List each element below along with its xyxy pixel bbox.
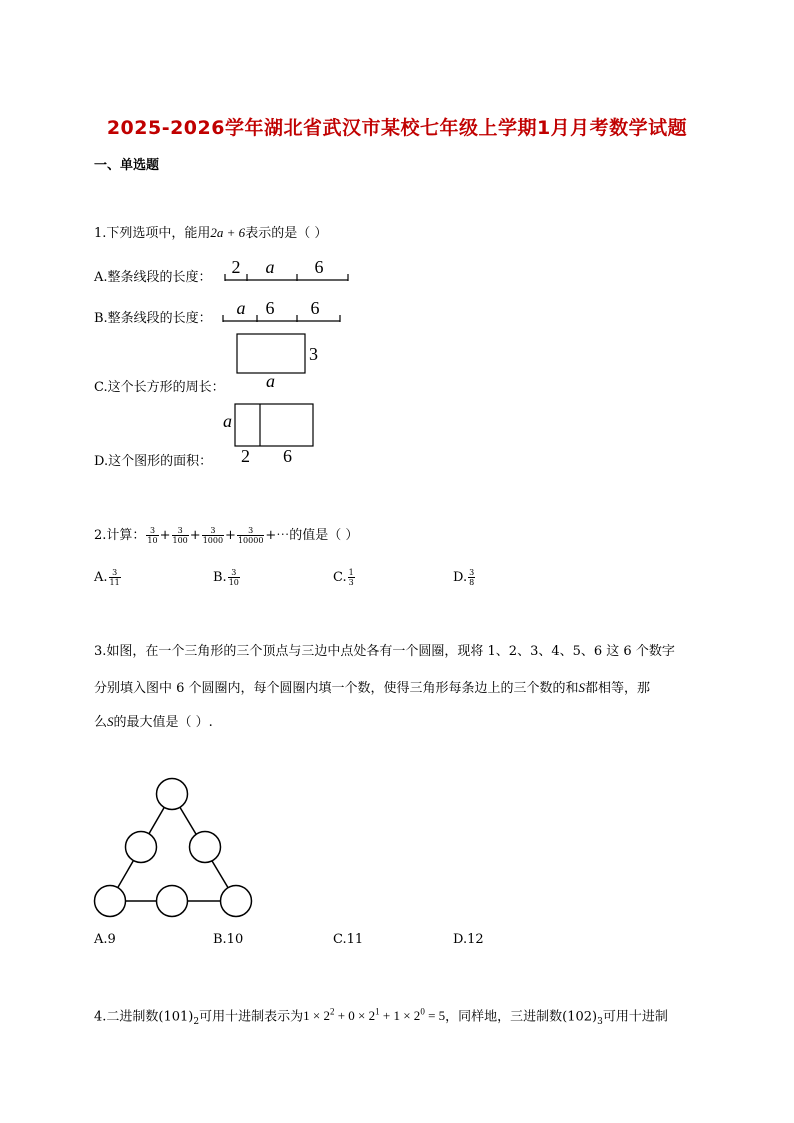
q1-option-c-label: C.这个长方形的周长： — [94, 380, 225, 395]
section-heading: 一、单选题 — [94, 158, 160, 173]
q1-suffix: 表示的是（ ） — [245, 226, 328, 241]
q2-prefix: 2.计算： — [94, 528, 146, 543]
circle-top — [157, 779, 188, 810]
q1-option-b-segment-figure — [220, 296, 345, 328]
question-3-line-3: 么S的最大值是（ ）. — [94, 714, 213, 730]
question-3-line-1: 3.如图，在一个三角形的三个顶点与三边中点处各有一个圆圈，现将 1、2、3、4、5、6 这 6 个数字 — [94, 644, 675, 659]
circle-bottom-left — [95, 886, 126, 917]
q1-prefix: 1.下列选项中，能用 — [94, 226, 211, 241]
q2-fraction-1: $\frac{3}{10}$ — [147, 526, 158, 545]
q3-option-a: A.9 — [94, 932, 116, 947]
circle-bottom-mid — [157, 886, 188, 917]
q2-fraction-4: $\frac{3}{10000}$ — [237, 526, 264, 545]
q1-option-a-segment-figure — [222, 254, 352, 286]
q3-option-c: C.11 — [333, 932, 364, 947]
q1-option-a-label: A.整条线段的长度： — [94, 270, 212, 285]
seg-b-label-3: 6 — [310, 298, 320, 318]
q1-option-b-label: B.整条线段的长度： — [94, 311, 212, 326]
area-d-label-6: 6 — [283, 446, 292, 466]
q2-suffix: +⋯的值是（ ） — [265, 528, 359, 543]
q2-option-c: C. $\frac{1}{3}$ — [333, 568, 354, 587]
q1-option-c-rectangle-figure — [232, 330, 332, 392]
q3-option-d: D.12 — [453, 932, 484, 947]
seg-a-label-2: a — [265, 257, 275, 277]
question-1-stem — [94, 224, 327, 243]
circle-right-mid — [190, 832, 221, 863]
page-title: 2025-2026学年湖北省武汉市某校七年级上学期1月月考数学试题 — [106, 117, 688, 139]
q2-option-d: D. $\frac{3}{8}$ — [453, 568, 475, 587]
q2-fraction-3: $\frac{3}{1000}$ — [202, 526, 224, 545]
area-d-label-2: 2 — [241, 446, 250, 466]
circle-left-mid — [126, 832, 157, 863]
question-2-stem: 2.计算： $\frac{3}{10}$ + $\frac{3}{100}$ + $\frac{3}{1000}$ + $\frac{3}{10000}$ +⋯的值是（ ） — [94, 526, 359, 545]
q2-fraction-2: $\frac{3}{100}$ — [172, 526, 188, 545]
q1-option-d-area-figure — [220, 399, 320, 467]
q2-option-b: B. $\frac{3}{10}$ — [213, 568, 239, 587]
seg-b-label-1: a — [236, 298, 246, 318]
seg-b-label-2: 6 — [265, 298, 275, 318]
area-d-side-label: a — [223, 411, 232, 431]
question-4-line-1: 4.二进制数$(101)_2$可用十进制表示为$1 \times 2^2 + 0 \times 2^1 + 1 \times 2^0 = 5$，同样地，三进制数$(102)_3$可用十进制 — [94, 1007, 668, 1027]
rect-c-height-label: 3 — [309, 344, 318, 364]
rect-c-width-label: a — [266, 371, 275, 391]
seg-a-label-3: 6 — [314, 257, 324, 277]
seg-a-label-1: 2 — [231, 257, 241, 277]
question-3-line-2: 分别填入图中 6 个圆圈内，每个圆圈内填一个数，使得三角形每条边上的三个数的和S都相等，那 — [94, 680, 651, 696]
q2-option-a: A. $\frac{3}{11}$ — [94, 568, 120, 587]
q3-option-b: B.10 — [213, 932, 244, 947]
circle-bottom-right — [221, 886, 252, 917]
q1-option-d-label: D.这个图形的面积： — [94, 454, 213, 469]
q1-expression: 2a + 6 — [210, 225, 246, 240]
q3-triangle-circles-figure — [90, 775, 260, 925]
